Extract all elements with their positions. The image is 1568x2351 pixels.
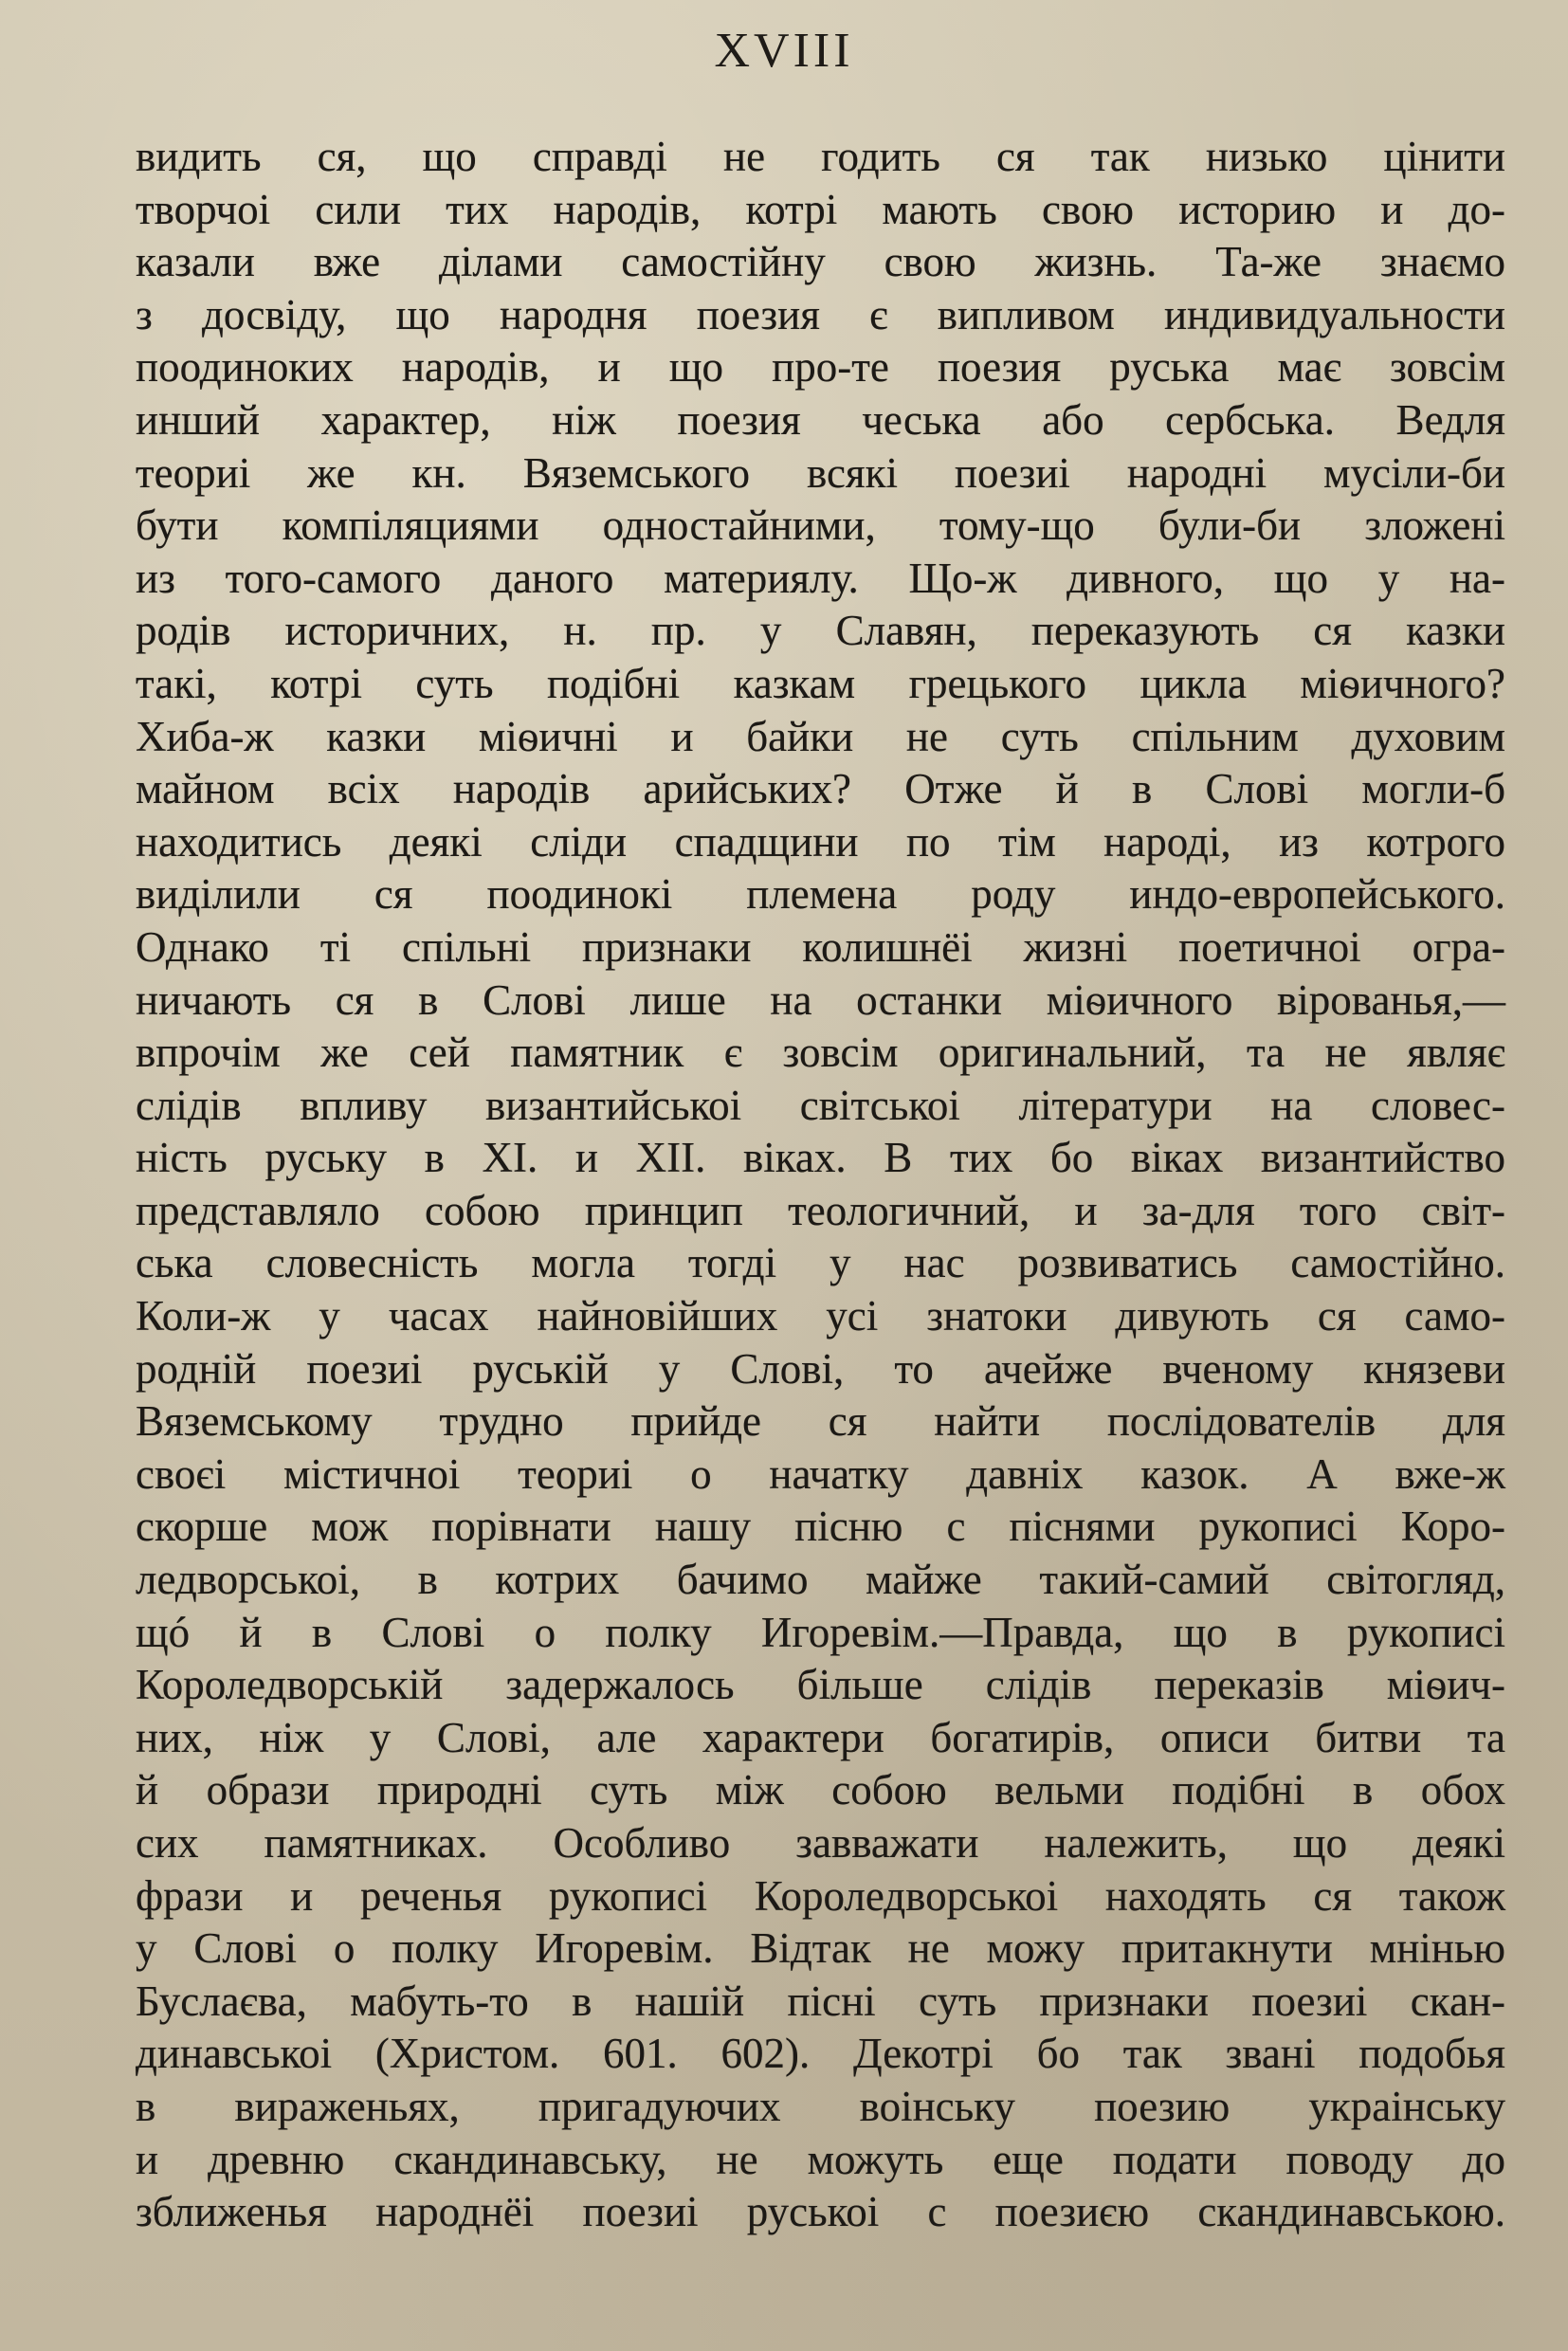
text-line: слідів впливу византийськоі світськоі літератури на словес- bbox=[136, 1081, 1505, 1129]
text-line: и древню скандинавську, не можуть еще подати поводу до bbox=[136, 2135, 1505, 2183]
text-line: впрочім же сей памятник є зовсім оригинальний, та не являє bbox=[136, 1029, 1505, 1077]
text-line: Короледворській задержалось більше слідів переказів міѳич- bbox=[136, 1661, 1505, 1709]
text-line: у Слові о полку Игоревім. Відтак не можу притакнути мнінью bbox=[136, 1924, 1505, 1973]
body-text bbox=[136, 131, 1505, 2239]
text-line: майном всіх народів арийських? Отже й в Слові могли-б bbox=[136, 765, 1505, 813]
text-line: сих памятниках. Особливо завважати належить, що деякі bbox=[136, 1819, 1505, 1867]
page-number: XVIII bbox=[714, 24, 854, 78]
text-line: родів историчних, н. пр. у Славян, переказують ся казки bbox=[136, 607, 1505, 655]
text-line: ничають ся в Слові лише на останки міѳичного вірованья,— bbox=[136, 975, 1505, 1024]
text-line: из того-самого даного материялу. Що-ж дивного, що у на- bbox=[136, 554, 1505, 602]
text-line: з досвіду, що народня поезия є випливом индивидуальности bbox=[136, 290, 1505, 338]
text-line: щó й в Слові о полку Игоревім.—Правда, що в рукописі bbox=[136, 1608, 1505, 1656]
text-line: инший характер, ніж поезия чеська або сербська. Ведля bbox=[136, 395, 1505, 444]
text-line: Буслаєва, мабуть-то в нашій пісні суть признаки поезиі скан- bbox=[136, 1977, 1505, 2025]
text-line: представляло собою принцип теологичний, и за-для того світ- bbox=[136, 1186, 1505, 1234]
text-line: поодиноких народів, и що про-те поезия руська має зовсім bbox=[136, 343, 1505, 392]
text-line: творчоі сили тих народів, котрі мають свою историю и до- bbox=[136, 185, 1505, 233]
text-line: скорше мож порівнати нашу пісню с піснями рукописі Коро- bbox=[136, 1503, 1505, 1551]
text-line: родній поезиі руській у Слові, то ачейже вченому князеви bbox=[136, 1344, 1505, 1393]
text-line: ська словесність могла тогді у нас розвиватись самостійно. bbox=[136, 1239, 1505, 1287]
text-line: Хиба-ж казки міѳичні и байки не суть спільним духовим bbox=[136, 712, 1505, 760]
text-line: казали вже ділами самостійну свою жизнь. Та-же знаємо bbox=[136, 238, 1505, 286]
text-line: Однако ті спільні признаки колишнёі жизні поетичноі огра- bbox=[136, 922, 1505, 971]
text-line: находитись деякі сліди спадщини по тім народі, из котрого bbox=[136, 817, 1505, 866]
text-line: виділили ся поодинокі племена роду индо-европейського. bbox=[136, 870, 1505, 919]
text-line: зближенья народнёі поезиі руськоі с поезиєю скандинавською. bbox=[136, 2188, 1505, 2236]
text-line: видить ся, що справді не годить ся так низько цінити bbox=[136, 133, 1505, 180]
text-line: динавськоі (Христом. 601. 602). Декотрі бо так звані подобья bbox=[136, 2030, 1505, 2078]
text-line: ледворськоі, в котрих бачимо майже такий-самий світогляд, bbox=[136, 1556, 1505, 1604]
text-line: Вяземському трудно прийде ся найти послідователів для bbox=[136, 1397, 1505, 1446]
text-line: них, ніж у Слові, але характери богатирів, описи битви та bbox=[136, 1713, 1505, 1761]
text-line: такі, котрі суть подібні казкам грецького цикла міѳичного? bbox=[136, 659, 1505, 707]
text-line: в вираженьях, пригадуючих воінську поезию украінську bbox=[136, 2082, 1505, 2130]
text-line: теориі же кн. Вяземського всякі поезиі народні мусіли-би bbox=[136, 448, 1505, 497]
text-line: Коли-ж у часах найновійших усі знатоки дивують ся само- bbox=[136, 1292, 1505, 1340]
text-line: своєі містичноі теориі о начатку давніх казок. А вже-ж bbox=[136, 1449, 1505, 1498]
text-line: й образи природні суть між собою вельми подібні в обох bbox=[136, 1766, 1505, 1814]
text-line: бути компіляциями одностайними, тому-що були-би зложені bbox=[136, 501, 1505, 550]
text-line: фрази и реченья рукописі Короледворськоі находять ся також bbox=[136, 1871, 1505, 1920]
text-line: ність руську в XI. и XII. віках. В тих бо віках византийство bbox=[136, 1134, 1505, 1182]
